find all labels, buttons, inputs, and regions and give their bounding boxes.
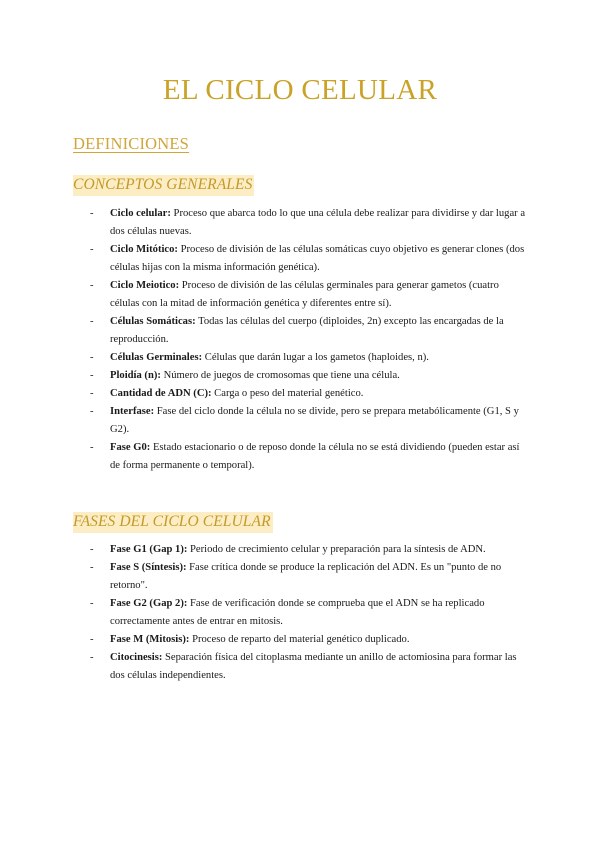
term-label: Ploidía (n):	[110, 370, 161, 381]
bullet-dash: -	[90, 634, 94, 645]
term-definition: Proceso de división de las células somáticas cuyo objetivo es generar clones (dos células hijas con la misma información genética).	[110, 244, 525, 273]
bullet-dash: -	[90, 388, 94, 399]
page-title: EL CICLO CELULAR	[162, 74, 438, 106]
term-definition: Fase del ciclo donde la célula no se divide, pero se prepara metabólicamente (G1, S y G2).	[110, 406, 519, 435]
term-label: Fase G0:	[110, 442, 151, 453]
list-item	[90, 349, 530, 367]
term-definition: Carga o peso del material genético.	[211, 388, 364, 399]
term-definition: Periodo de crecimiento celular y preparación para la síntesis de ADN.	[187, 544, 486, 555]
term-definition: Número de juegos de cromosomas que tiene una célula.	[160, 370, 400, 381]
term-label: Ciclo Mitótico:	[110, 244, 178, 255]
list-item	[90, 403, 530, 439]
term-label: Células Germinales:	[110, 352, 203, 363]
term-label: Fase G2 (Gap 2):	[110, 598, 188, 609]
term-label: Cantidad de ADN (C):	[110, 388, 212, 399]
bullet-dash: -	[90, 352, 94, 363]
term-label: Fase M (Mitosis):	[110, 634, 190, 645]
bullet-dash: -	[90, 316, 94, 327]
term-label: Células Somáticas:	[110, 316, 196, 327]
bullet-dash: -	[90, 370, 94, 381]
list-item	[90, 385, 530, 403]
term-definition: Proceso de reparto del material genético duplicado.	[189, 634, 410, 645]
bullet-dash: -	[90, 598, 94, 609]
term-label: Ciclo celular:	[110, 208, 171, 219]
conceptos-list	[90, 205, 530, 475]
term-label: Citocinesis:	[110, 652, 163, 663]
list-item	[90, 559, 530, 595]
list-item	[90, 631, 530, 649]
fases-list	[90, 541, 530, 685]
subheading-fases-ciclo-celular: FASES DEL CICLO CELULAR	[73, 512, 273, 533]
list-item	[90, 541, 530, 559]
bullet-dash: -	[90, 244, 94, 255]
term-definition: Separación física del citoplasma mediante un anillo de actomiosina para formar las dos células independientes.	[110, 652, 517, 681]
term-label: Fase G1 (Gap 1):	[110, 544, 188, 555]
section-heading-definiciones: DEFINICIONES	[73, 134, 190, 153]
bullet-dash: -	[90, 442, 94, 453]
bullet-dash: -	[90, 562, 94, 573]
bullet-dash: -	[90, 280, 94, 291]
bullet-dash: -	[90, 544, 94, 555]
list-item	[90, 649, 530, 685]
term-label: Interfase:	[110, 406, 155, 417]
term-definition: Proceso que abarca todo lo que una célula debe realizar para dividirse y dar lugar a dos células nuevas.	[110, 208, 526, 237]
term-definition: Fase crítica donde se produce la replicación del ADN. Es un "punto de no retorno".	[110, 562, 502, 591]
term-definition: Proceso de división de las células germinales para generar gametos (cuatro células con la mitad de información genética y diferentes entre sí).	[110, 280, 499, 309]
term-definition: Todas las células del cuerpo (diploides, 2n) excepto las encargadas de la reproducción.	[110, 316, 504, 345]
term-label: Fase S (Síntesis):	[110, 562, 187, 573]
list-item	[90, 277, 530, 313]
list-item	[90, 205, 530, 241]
list-item	[90, 367, 530, 385]
bullet-dash: -	[90, 406, 94, 417]
term-definition: Estado estacionario o de reposo donde la célula no se está dividiendo (pueden estar así de forma permanente o temporal).	[110, 442, 520, 471]
list-item	[90, 595, 530, 631]
list-item	[90, 313, 530, 349]
bullet-dash: -	[90, 652, 94, 663]
list-item	[90, 241, 530, 277]
list-item	[90, 439, 530, 475]
term-label: Ciclo Meiotico:	[110, 280, 180, 291]
subheading-conceptos-generales: CONCEPTOS GENERALES	[73, 175, 254, 196]
term-definition: Fase de verificación donde se comprueba que el ADN se ha replicado correctamente antes de entrar en mitosis.	[110, 598, 485, 627]
bullet-dash: -	[90, 208, 94, 219]
term-definition: Células que darán lugar a los gametos (haploides, n).	[202, 352, 429, 363]
